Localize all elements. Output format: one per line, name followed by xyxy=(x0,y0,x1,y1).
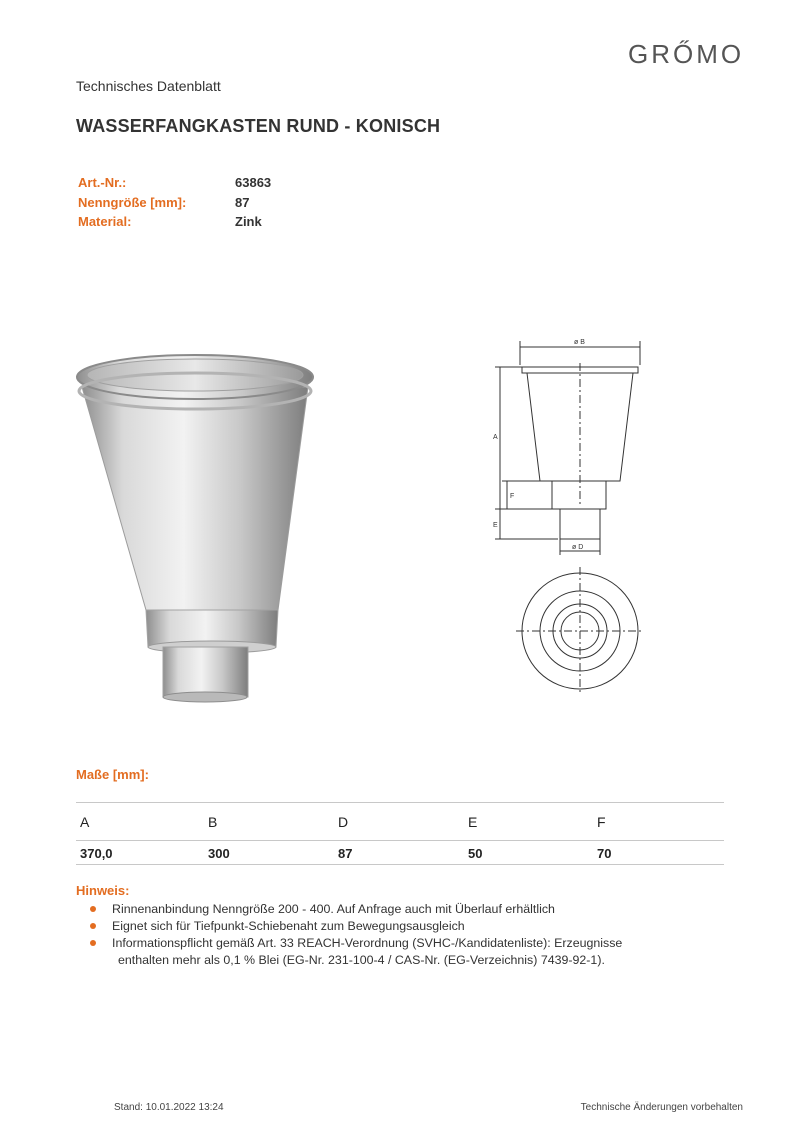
bullet-icon xyxy=(90,906,96,912)
table-rule xyxy=(76,864,724,865)
spec-label: Art.-Nr.: xyxy=(78,175,127,190)
footer-date: Stand: 10.01.2022 13:24 xyxy=(114,1102,224,1113)
table-cell: 300 xyxy=(208,846,230,861)
bullet-icon xyxy=(90,923,96,929)
notes-list xyxy=(90,901,710,969)
drawing-label-d: ø D xyxy=(572,544,584,551)
drawing-label-a: A xyxy=(493,434,498,441)
list-item xyxy=(90,918,710,935)
table-rule xyxy=(76,840,724,841)
brand-logo: GRŐMO xyxy=(628,39,745,69)
note-text: Rinnenanbindung Nenngröße 200 - 400. Auf Anfrage auch mit Überlauf erhältlich xyxy=(112,902,555,916)
footer-disclaimer: Technische Änderungen vorbehalten xyxy=(580,1102,743,1113)
drawing-label-b: ø B xyxy=(574,339,585,346)
table-header-cell: E xyxy=(468,814,478,830)
table-header-cell: D xyxy=(338,814,349,830)
drawing-label-e: E xyxy=(493,522,498,529)
spec-value: Zink xyxy=(235,214,262,229)
document-type: Technisches Datenblatt xyxy=(76,78,221,94)
bullet-icon xyxy=(90,940,96,946)
spec-label: Material: xyxy=(78,214,132,229)
page-title: WASSERFANGKASTEN RUND - KONISCH xyxy=(76,116,441,136)
product-photo xyxy=(70,335,330,715)
spec-value: 63863 xyxy=(235,175,272,190)
note-continuation: enthalten mehr als 0,1 % Blei (EG-Nr. 231-100-4 / CAS-Nr. (EG-Verzeichnis) 7439-92-1). xyxy=(118,953,605,967)
table-cell: 87 xyxy=(338,846,353,861)
table-cell: 370,0 xyxy=(80,846,113,861)
note-text: Eignet sich für Tiefpunkt-Schiebenaht zum Bewegungsausgleich xyxy=(112,919,465,933)
notes-title: Hinweis: xyxy=(76,883,130,898)
table-header-cell: B xyxy=(208,814,218,830)
table-cell: 70 xyxy=(597,846,612,861)
table-header-cell: A xyxy=(80,814,90,830)
table-rule xyxy=(76,802,724,803)
spec-value: 87 xyxy=(235,195,250,210)
spec-label: Nenngröße [mm]: xyxy=(78,195,187,210)
dimensions-title: Maße [mm]: xyxy=(76,767,149,782)
table-header-cell: F xyxy=(597,814,606,830)
table-cell: 50 xyxy=(468,846,483,861)
list-item xyxy=(90,935,710,952)
note-text: Informationspflicht gemäß Art. 33 REACH-Verordnung (SVHC-/Kandidatenliste): Erzeugnisse xyxy=(112,936,623,950)
drawing-label-f: F xyxy=(510,493,515,500)
technical-drawing xyxy=(490,335,650,705)
list-item xyxy=(90,901,710,918)
